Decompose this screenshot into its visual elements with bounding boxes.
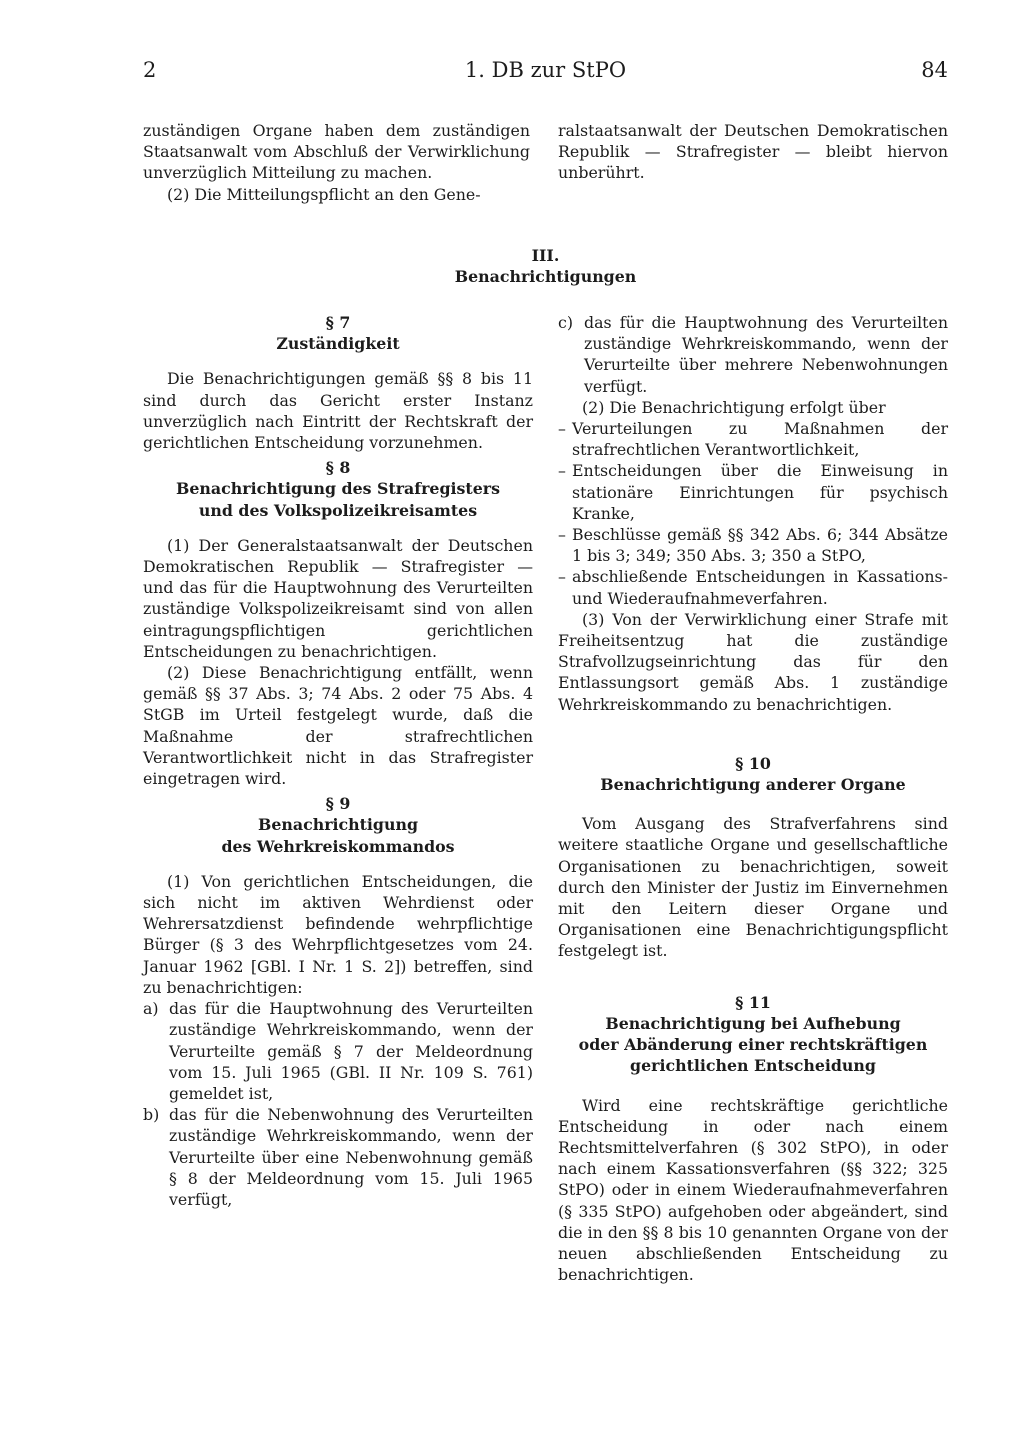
list-label: a) — [143, 999, 159, 1019]
dash-text: Beschlüsse gemäß §§ 342 Abs. 6; 344 Absätze 1 bis 3; 349; 350 Abs. 3; 350 a StPO, — [572, 525, 948, 566]
dash-text: abschließende Entscheidungen in Kassations- und Wiederaufnahmeverfahren. — [572, 567, 948, 608]
paragraph-9-abs2-intro: (2) Die Benachrichtigung erfolgt über — [582, 397, 886, 417]
paragraph-7-text: Die Benachrichtigungen gemäß §§ 8 bis 11 sind durch das Gericht erster Instanz unverzüglich nach Eintritt der Rechtskraft der gerichtlichen Entscheidung vorzunehmen. — [143, 369, 533, 453]
dash-label: – — [558, 525, 566, 545]
page-number-left: 2 — [143, 58, 157, 82]
section-title: Benachrichtigungen — [454, 267, 637, 287]
paragraph-8-abs1: (1) Der Generalstaatsanwalt der Deutschen Demokratischen Republik — Strafregister — und das für die Hauptwohnung des Verurteilten zuständige Volkspolizeikreisamt sind von allen eintragungspflichtigen gerichtlichen Entscheidungen zu benachrichtigen. — [143, 535, 533, 661]
top-left-continuation — [143, 120, 530, 205]
paragraph: zuständigen Organe haben dem zuständigen Staatsanwalt vom Abschluß der Verwirklichung unverzüglich Mitteilung zu machen. — [143, 121, 530, 183]
dash-label: – — [558, 567, 566, 587]
paragraph-9-title-line2: des Wehrkreiskommandos — [221, 836, 455, 856]
list-text: das für die Nebenwohnung des Verurteilten zuständige Wehrkreiskommando, wenn der Verurteilte über eine Nebenwohnung gemäß § 8 der Meldeordnung vom 15. Juli 1965 verfügt, — [169, 1105, 533, 1209]
paragraph-10-title: Benachrichtigung anderer Organe — [600, 775, 906, 795]
list-item — [558, 312, 948, 397]
paragraph-8-title-line1: Benachrichtigung des Strafregisters — [176, 479, 500, 499]
dash-text: Verurteilungen zu Maßnahmen der strafrechtlichen Verantwortlichkeit, — [572, 419, 948, 460]
page-header — [143, 58, 948, 92]
dash-item — [558, 524, 948, 566]
list-item — [143, 1104, 533, 1210]
paragraph-8-abs2: (2) Diese Benachrichtigung entfällt, wenn gemäß §§ 37 Abs. 3; 74 Abs. 2 oder 75 Abs. 4 StGB im Urteil festgelegt wurde, daß die Maßnahme der strafrechtlichen Verantwortlichkeit nicht in das Strafregister eingetragen wird. — [143, 663, 533, 789]
dash-label: – — [558, 419, 566, 439]
dash-item — [558, 418, 948, 460]
paragraph-7-number: § 7 — [325, 313, 351, 332]
section-number: III. — [531, 246, 560, 265]
paragraph: ralstaatsanwalt der Deutschen Demokratischen Republik — Strafregister — bleibt hiervon unberührt. — [558, 121, 948, 183]
list-item — [143, 998, 533, 1104]
running-title: 1. DB zur StPO — [464, 58, 627, 82]
dash-item — [558, 566, 948, 608]
paragraph-9-abs3: (3) Von der Verwirklichung einer Strafe mit Freiheitsentzug hat die zuständige Strafvollzugseinrichtung das für den Entlassungsort gemäß Abs. 1 zuständige Wehrkreiskommando zu benachrichtigen. — [558, 609, 948, 714]
paragraph-10-text: Vom Ausgang des Strafverfahrens sind weitere staatliche Organe und gesellschaftliche Organisationen zu benachrichtigen, soweit durch den Minister der Justiz im Einvernehmen mit den Leitern dieser Organe und Organisationen eine Benachrichtigungspflicht festgelegt ist. — [558, 814, 948, 961]
paragraph-11-title-line2: oder Abänderung einer rechtskräftigen — [578, 1035, 928, 1055]
list-label: c) — [558, 313, 574, 332]
right-column — [558, 312, 948, 1285]
dash-item — [558, 460, 948, 524]
paragraph-8-number: § 8 — [325, 458, 351, 478]
list-text: das für die Hauptwohnung des Verurteilten zuständige Wehrkreiskommando, wenn der Verurteilte über mehrere Nebenwohnungen verfügt. — [584, 313, 948, 396]
paragraph-9-number: § 9 — [325, 794, 351, 814]
paragraph: (2) Die Mitteilungspflicht an den Gene- — [167, 184, 481, 204]
paragraph-9-title-line1: Benachrichtigung — [257, 815, 418, 835]
left-column — [143, 312, 533, 1210]
paragraph-9-abs1: (1) Von gerichtlichen Entscheidungen, die sich nicht im aktiven Wehrdienst oder Wehrersatzdienst befindende wehrpflichtige Bürger (§ 3 des Wehrpflichtgesetzes vom 24. Januar 1962 [GBl. I Nr. 1 S. 2]) betreffen, sind zu benachrichtigen: — [143, 871, 533, 997]
list-label: b) — [143, 1105, 160, 1125]
paragraph-11-text: Wird eine rechtskräftige gerichtliche Entscheidung in oder nach einem Rechtsmittelverfahren (§ 302 StPO), in oder nach einem Kassationsverfahren (§§ 322; 325 StPO) oder in einem Wiederaufnahmeverfahren (§ 335 StPO) aufgehoben oder abgeändert, sind die in den §§ 8 bis 10 genannten Organe von der neuen abschließenden Entscheidung zu benachrichtigen. — [558, 1095, 948, 1285]
list-text: das für die Hauptwohnung des Verurteilten zuständige Wehrkreiskommando, wenn der Verurteilte gemäß § 7 der Meldeordnung vom 15. Juli 1965 (GBl. II Nr. 109 S. 761) gemeldet ist, — [169, 999, 533, 1103]
paragraph-10-number: § 10 — [735, 753, 771, 773]
paragraph-7-title: Zuständigkeit — [276, 334, 400, 354]
paragraph-8-title-line2: und des Volkspolizeikreisamtes — [198, 500, 478, 520]
section-heading — [143, 245, 948, 287]
dash-label: – — [558, 461, 566, 481]
top-right-continuation — [558, 120, 948, 184]
dash-text: Entscheidungen über die Einweisung in stationäre Einrichtungen für psychisch Kranke, — [572, 461, 948, 523]
paragraph-11-title-line1: Benachrichtigung bei Aufhebung — [605, 1013, 901, 1033]
paragraph-11-title-line3: gerichtlichen Entscheidung — [630, 1056, 876, 1076]
page-number-right: 84 — [921, 58, 948, 82]
paragraph-11-number: § 11 — [735, 992, 771, 1012]
